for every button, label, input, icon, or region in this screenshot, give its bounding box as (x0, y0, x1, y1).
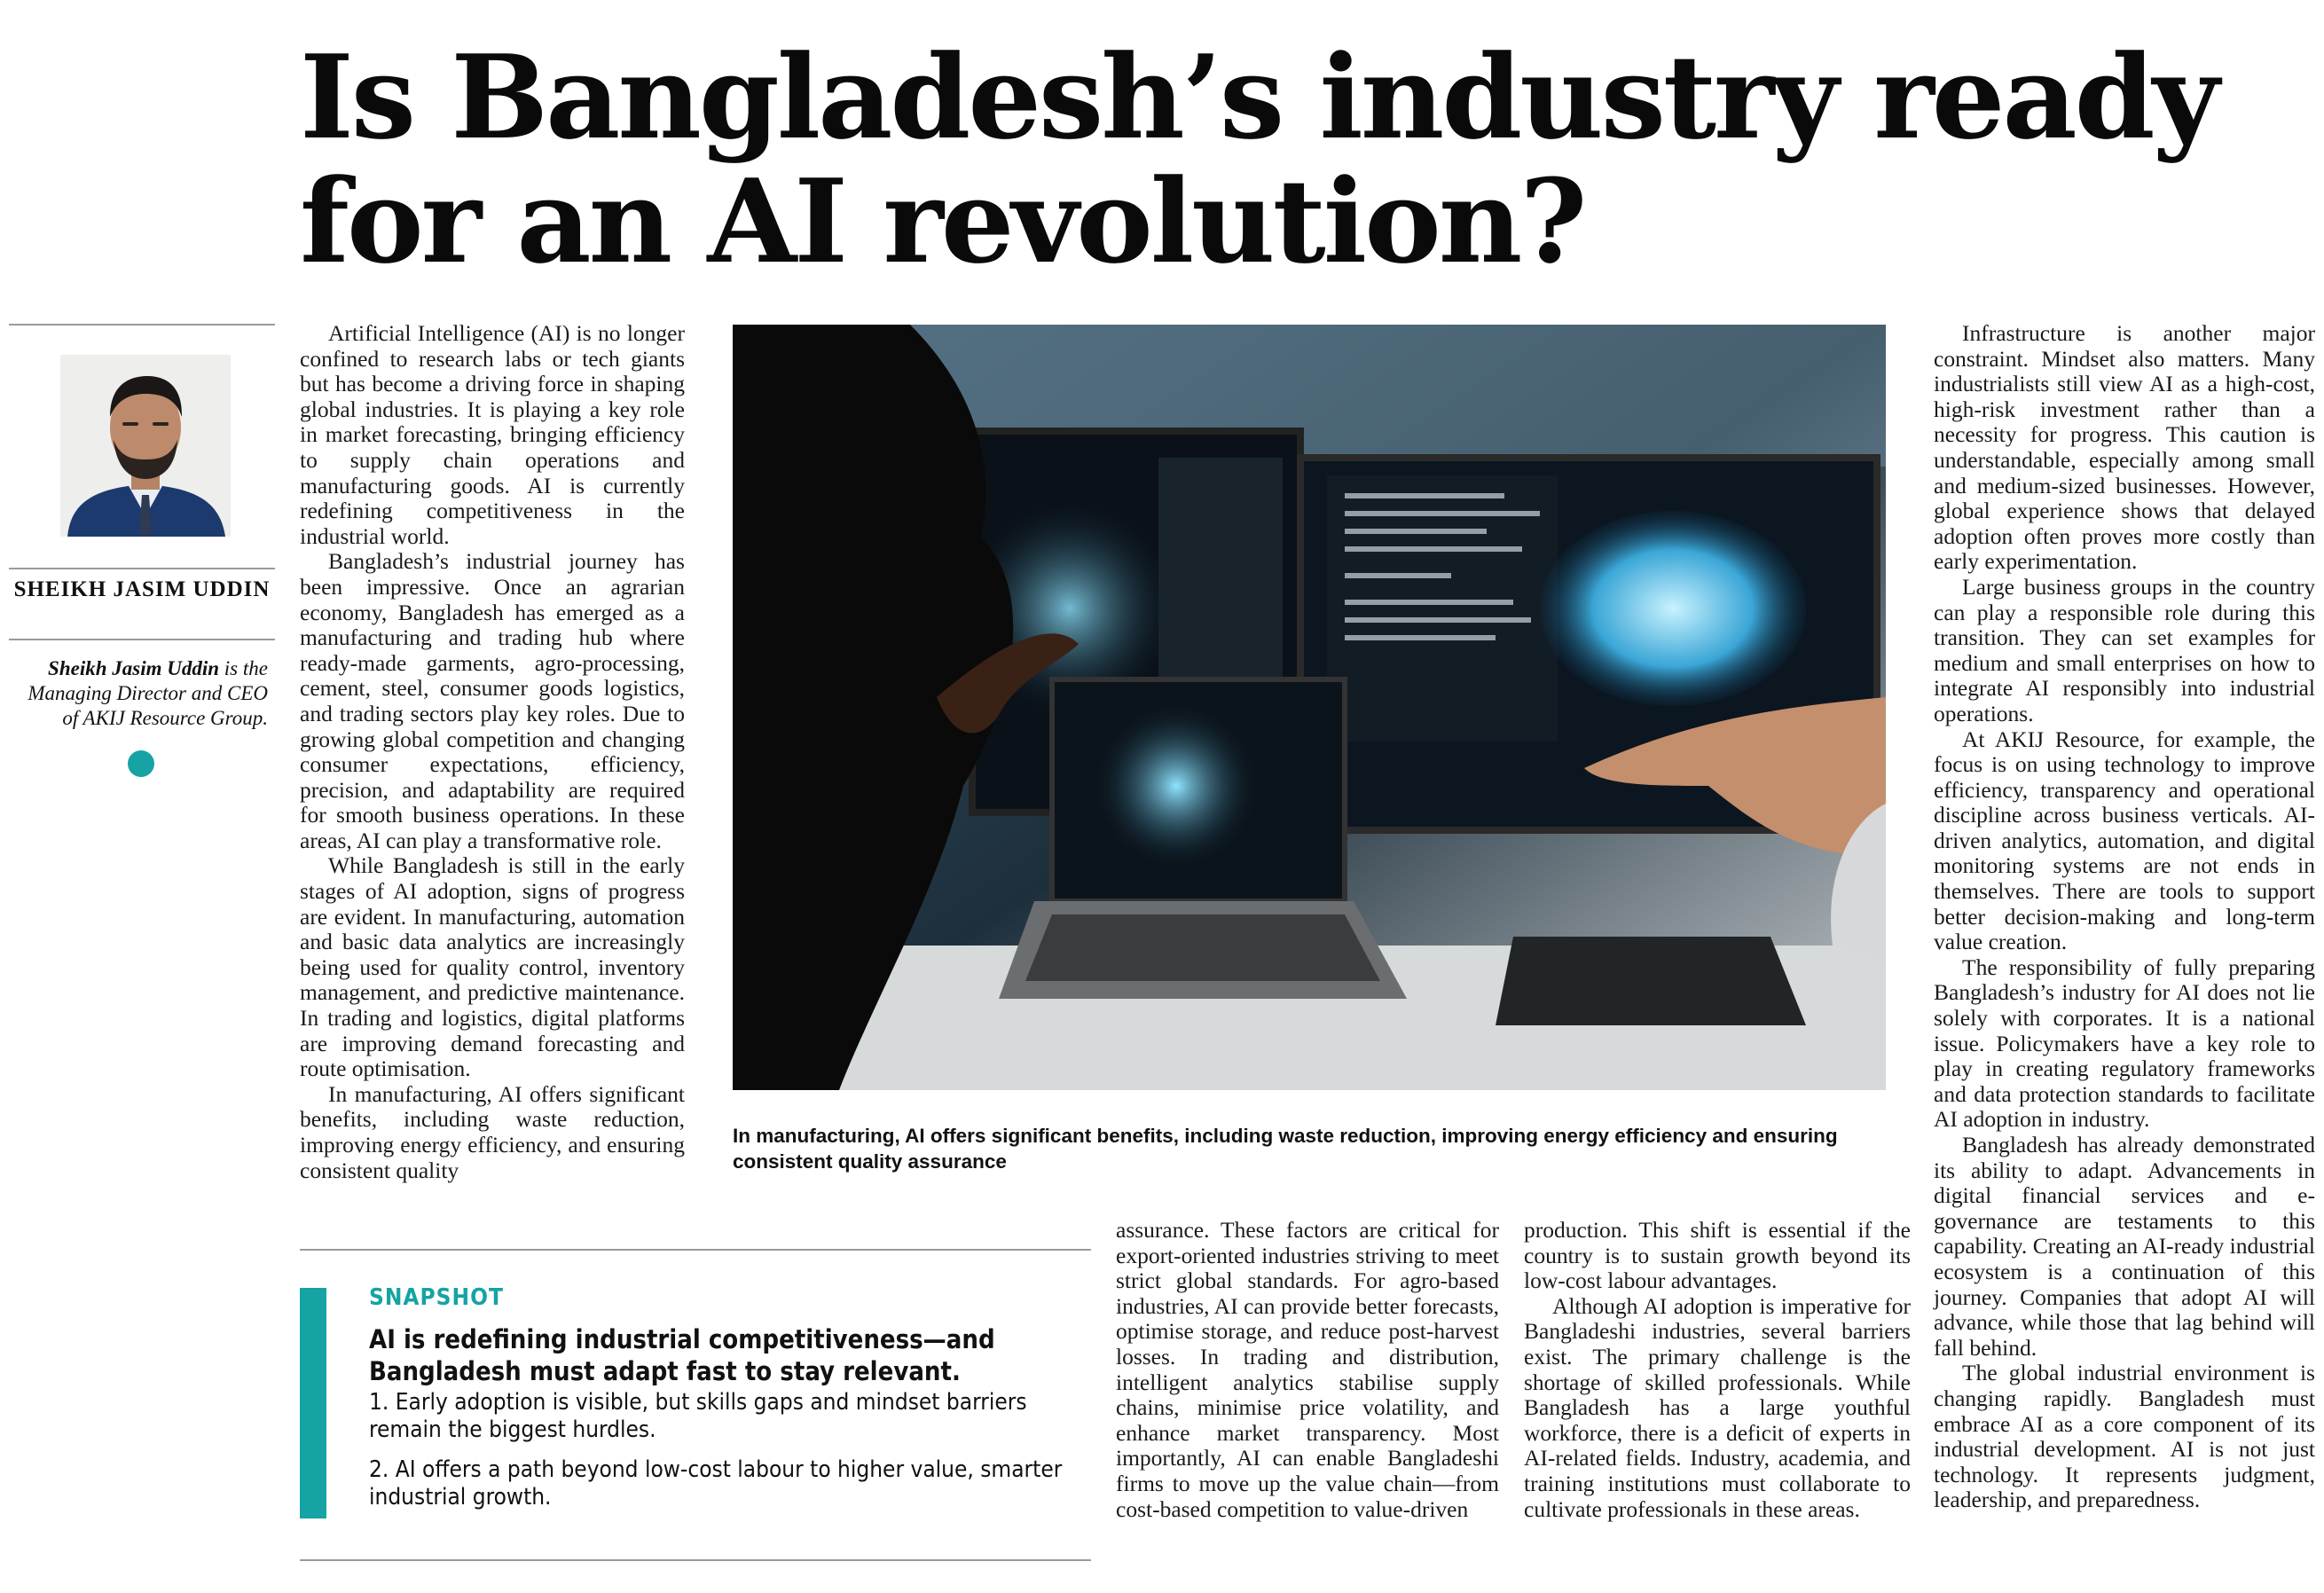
snapshot-point-1: 1. Early adoption is visible, but skills gaps and mindset barriers remain the biggest hurdles. (369, 1389, 1027, 1443)
teal-dot-icon (128, 750, 154, 777)
paragraph: Large business groups in the country can play a responsible role during this transition. They can set examples for medium and small enterprises on how to integrate AI responsibly into industrial operations. (1934, 573, 2315, 726)
author-bio-text: is the Managing Director and CEO of AKIJ Resource Group. (27, 657, 268, 729)
paragraph: Bangladesh’s industrial journey has been impressive. Once an agrarian economy, Bangladesh has emerged as a manufacturing and trading hub where ready-made garments, agro-processing, cement, steel, consumer goods logistics, and trading sectors play key roles. Due to growing global competition and changing consumer expectations, efficiency, precision, and adaptability are required for smooth business operations. In these areas, AI can play a transformative role. (300, 548, 685, 853)
article-column-1 (300, 321, 685, 1183)
author-bio-rule (9, 639, 275, 640)
article-column-5 (1934, 321, 2315, 1513)
paragraph: production. This shift is essential if the country is to sustain growth beyond its low-cost labour advantages. (1524, 1217, 1911, 1294)
paragraph: Infrastructure is another major constraint. Mindset also matters. Many industrialists still view AI as a high-cost, high-risk investment rather than a necessity for progress. This caution is understandable, especially among small and medium-sized businesses. However, global experience shows that delayed adoption often proves more costly than early experimentation. (1934, 320, 2315, 575)
paragraph: The responsibility of fully preparing Bangladesh’s industry for AI does not lie solely with corporates. It is a national issue. Policymakers have a key role to play in creating regulatory frameworks and data protection standards to facilitate AI adoption in industry. (1934, 953, 2315, 1133)
snapshot-accent-bar (300, 1288, 326, 1518)
author-portrait-icon (60, 355, 231, 537)
snapshot-point-2: 2. AI offers a path beyond low-cost labour to higher value, smarter industrial growth. (369, 1456, 1063, 1511)
paragraph: At AKIJ Resource, for example, the focus is on using technology to improve efficiency, transparency and operational discipline across business verticals. AI-driven analytics, automation, and digital monitoring systems are not ends in themselves. There are tools to support better decision-making and long-term value creation. (1934, 726, 2315, 955)
article-headline: Is Bangladesh’s industry ready for an AI revolution? (300, 29, 2218, 289)
paragraph: assurance. These factors are critical for export-oriented industries striving to meet strict global standards. For agro-based industries, AI can provide better forecasts, optimise storage, and reduce post-harvest losses. In trading and distribution, intelligent analytics stabilise supply chains, minimise price volatility, and enhance market transparency. Most importantly, AI can enable Bangladeshi firms to move up the value chain—from cost-based competition to value-driven (1116, 1217, 1499, 1522)
article-column-3 (1116, 1218, 1499, 1522)
paragraph: In manufacturing, AI offers significant benefits, including waste reduction, improving energy efficiency, and ensuring consistent quality (300, 1080, 685, 1183)
author-top-rule (9, 324, 275, 326)
article-column-4 (1524, 1218, 1911, 1522)
paragraph: Bangladesh has already demonstrated its ability to adapt. Advancements in digital financial services and e-governance are testaments to this capability. Creating an AI-ready industrial ecosystem is a continuation of this journey. Companies that adopt AI will advance, while those that lag behind will fall behind. (1934, 1132, 2315, 1361)
snapshot-box (300, 1284, 1089, 1518)
paragraph: While Bangladesh is still in the early stages of AI adoption, signs of progress are evident. In manufacturing, automation and basic data analytics are increasingly being used for quality control, inventory management, and predictive maintenance. In trading and logistics, digital platforms are improving demand forecasting and route optimisation. (300, 852, 685, 1082)
snapshot-headline: AI is redefining industrial competitiveness—and Bangladesh must adapt fast to stay relevant. (369, 1324, 995, 1386)
ai-workstation-photo-icon (733, 325, 1886, 1090)
author-name-rule (9, 568, 275, 569)
article-photo (733, 325, 1886, 1090)
author-name: SHEIKH JASIM UDDIN (13, 577, 271, 601)
author-bio-name: Sheikh Jasim Uddin (48, 657, 220, 679)
paragraph: Although AI adoption is imperative for Bangladeshi industries, several barriers exist. The primary challenge is the shortage of skilled professionals. While Bangladesh has a large youthful workforce, there is a deficit of experts in AI-related fields. Industry, academia, and training institutions must collaborate to cultivate professionals in these areas. (1524, 1292, 1911, 1522)
paragraph: Artificial Intelligence (AI) is no longer confined to research labs or tech giants but has become a driving force in shaping global industries. It is playing a key role in market forecasting, bringing efficiency to supply chain operations and manufacturing goods. AI is currently redefining competitiveness in the industrial world. (300, 320, 685, 549)
photo-caption: In manufacturing, AI offers significant benefits, including waste reduction, improving energy efficiency and ensuring consistent quality assurance (733, 1125, 1838, 1173)
snapshot-top-rule (300, 1249, 1091, 1251)
snapshot-label: SNAPSHOT (369, 1284, 504, 1311)
author-bio (9, 656, 268, 731)
author-photo (60, 355, 231, 537)
snapshot-bottom-rule (300, 1559, 1091, 1561)
paragraph: The global industrial environment is changing rapidly. Bangladesh must embrace AI as a core component of its industrial development. AI is not just technology. It represents judgment, leadership, and preparedness. (1934, 1360, 2315, 1513)
